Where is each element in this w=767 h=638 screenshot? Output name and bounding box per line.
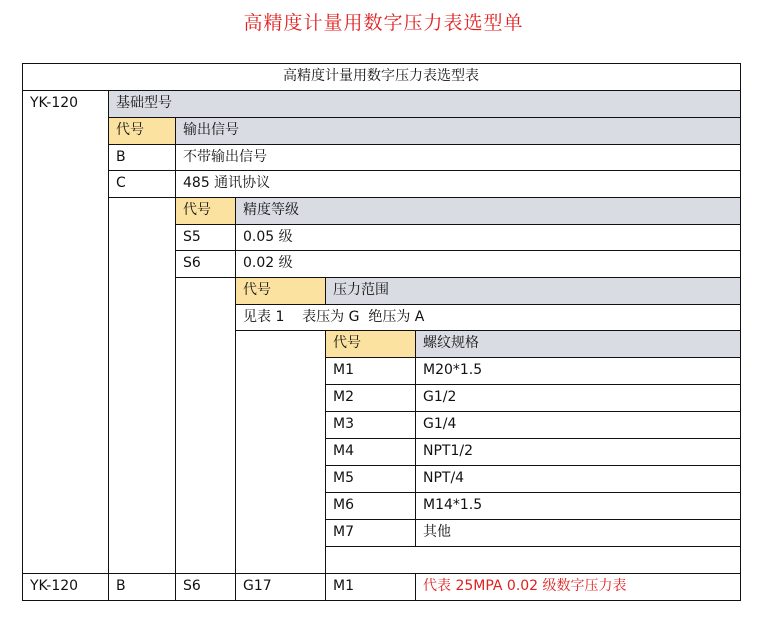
grid-line <box>108 90 109 600</box>
thread-row-desc: M14*1.5 <box>423 497 483 513</box>
grid-line <box>108 144 741 145</box>
thread-row-code: M7 <box>333 524 354 540</box>
grid-line <box>325 277 326 304</box>
grid-line <box>175 250 741 251</box>
signal-name-header: 输出信号 <box>175 117 740 144</box>
grid-line <box>415 573 416 600</box>
page-title: 高精度计量用数字压力表选型单 <box>243 12 524 34</box>
signal-code-header: 代号 <box>108 117 175 144</box>
thread-row-desc: M20*1.5 <box>423 362 483 378</box>
thread-name-header: 螺纹规格 <box>415 330 740 357</box>
table-border <box>22 63 741 64</box>
thread-row-code: M4 <box>333 443 354 459</box>
thread-row-desc: NPT/4 <box>423 470 465 486</box>
grid-line <box>175 224 741 225</box>
grid-line <box>22 90 741 91</box>
example-meaning: 代表 25MPA 0.02 级数字压力表 <box>423 578 627 594</box>
base-model-label: 基础型号 <box>108 90 740 117</box>
thread-row-code: M5 <box>333 470 354 486</box>
example-range: G17 <box>243 578 272 594</box>
grid-line <box>415 330 416 546</box>
accuracy-name-header: 精度等级 <box>235 197 740 224</box>
example-accuracy: S6 <box>183 578 201 594</box>
grid-line <box>325 465 741 466</box>
grid-line <box>108 170 741 171</box>
signal-row-code: C <box>116 175 126 191</box>
grid-line <box>175 277 741 278</box>
range-code-header: 代号 <box>235 277 325 304</box>
signal-row-desc: 485 通讯协议 <box>183 175 271 191</box>
grid-line <box>325 357 741 358</box>
table-border <box>22 63 23 600</box>
thread-row-desc: G1/2 <box>423 389 457 405</box>
thread-row-code: M3 <box>333 416 354 432</box>
grid-line <box>235 197 236 277</box>
grid-line <box>325 384 741 385</box>
thread-row-desc: 其他 <box>423 524 451 540</box>
base-model-code: YK-120 <box>30 95 79 111</box>
grid-line <box>325 438 741 439</box>
grid-line <box>325 411 741 412</box>
grid-line <box>325 546 741 547</box>
thread-code-header: 代号 <box>325 330 415 357</box>
range-note: 见表 1 表压为 G 绝压为 A <box>243 309 425 325</box>
grid-line <box>325 330 326 600</box>
grid-line <box>108 197 741 198</box>
range-name-header: 压力范围 <box>325 277 740 304</box>
accuracy-code-header: 代号 <box>175 197 235 224</box>
example-model: YK-120 <box>30 578 79 594</box>
signal-row-code: B <box>116 149 126 165</box>
thread-row-code: M6 <box>333 497 354 513</box>
accuracy-row-desc: 0.05 级 <box>243 229 293 245</box>
grid-line <box>235 277 236 600</box>
accuracy-row-code: S5 <box>183 229 201 245</box>
thread-row-desc: G1/4 <box>423 416 457 432</box>
grid-line <box>235 330 741 331</box>
table-header: 高精度计量用数字压力表选型表 <box>283 68 479 84</box>
accuracy-row-code: S6 <box>183 255 201 271</box>
example-thread: M1 <box>333 578 354 594</box>
grid-line <box>235 304 741 305</box>
grid-line <box>108 117 741 118</box>
grid-line <box>325 492 741 493</box>
table-border <box>22 600 741 601</box>
grid-line <box>22 573 741 574</box>
grid-line <box>175 197 176 600</box>
signal-row-desc: 不带输出信号 <box>183 149 267 165</box>
thread-row-code: M1 <box>333 362 354 378</box>
grid-line <box>325 519 741 520</box>
thread-row-desc: NPT1/2 <box>423 443 473 459</box>
example-signal: B <box>116 578 126 594</box>
accuracy-row-desc: 0.02 级 <box>243 255 293 271</box>
grid-line <box>175 117 176 197</box>
thread-row-code: M2 <box>333 389 354 405</box>
